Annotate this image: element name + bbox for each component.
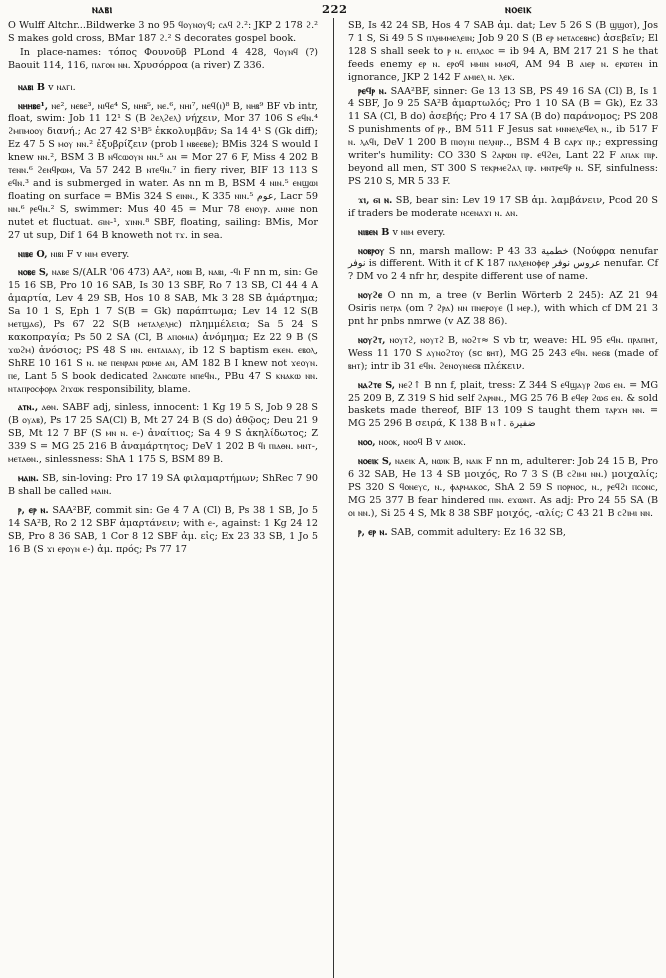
entry-text: SAA²BF, commit sin: Ge 4 7 A (Cl) B, Ps 38 1 SB, Jo 5 14 SA²B, Ro 2 12 SBF ἁμαρτάνειν; with ⲉ-, against: 1 Kg 24 12 SB, Pro 8 36 SAB, 1 Cor 8 12 SBF ἁμ. εἰς; Ex 23 33 SB, 1 Jo 5 16 B (S ϫⲓ ⲉⲣⲟⲩⲛ ⲉ-) ἁμ. πρός; Ps 77 17 xyxy=(8,504,318,555)
running-head-left: ⲛⲁⲃⲓ xyxy=(92,2,113,16)
entry-headword: ⲁⲧⲛ., xyxy=(18,402,39,414)
entry-text: SB, sin-loving: Pro 17 19 SA φιλαμαρτήμων; ShRec 7 90 B shall be called ⲙⲁⲓⲛ. xyxy=(8,473,318,497)
entry-headword: ⲛⲓⲃⲉⲛ B xyxy=(358,226,390,238)
entry-headword: ⲛⲁϩⲧⲉ S, xyxy=(358,379,396,391)
column-divider xyxy=(333,18,334,978)
dictionary-entry xyxy=(348,335,658,374)
running-head-right: ⲛⲟⲉⲓⲕ xyxy=(505,2,533,16)
dictionary-paragraph: SB, Is 42 24 SB, Hos 4 7 SAB ἁμ. dat; Lev 5 26 S (B ϣϣⲟⲧ), Jos 7 1 S, Si 49 5 S ⲡⲗⲏⲙⲙⲉⲗⲉⲓⲛ; Job 9 20 S (B ⲉⲣ ⲙⲉⲧⲁⲥⲉⲃⲏⲥ) ἀσεβεῖν; El 128 S shall seek to ⲣ ⲛ. ⲉⲡⲗⲁⲟⲥ = ib 94 A, BM 217 21 S he that feeds enemy ⲉⲣ ⲛ. ⲉⲣⲟϥ ⲙⲙⲓⲛ ⲙⲙⲟϥ, AM 94 B ⲁⲓⲉⲣ ⲛ. ⲉⲣⲱⲧⲉⲛ in ignorance, JKP 2 142 F ⲁⲙⲓⲉⲗ ⲛ. ⲗⲉⲕ. xyxy=(348,20,658,83)
entry-headword: ⲛⲟⲃⲉ S, xyxy=(18,267,49,279)
entry-text: SAB, commit adultery: Ez 16 32 SB, xyxy=(390,526,566,538)
entry-headword: ⲛⲁⲃⲓ B xyxy=(18,81,46,93)
left-column xyxy=(8,20,318,562)
entry-text: ⲛⲉ², ⲛⲉⲃⲉ³, ⲛⲓϥⲉ⁴ S, ⲛⲏⲃ⁵, ⲛⲉ.⁶, ⲛⲏⲓ⁷, ⲛⲉϥ(ⲓ)⁸ B, ⲛⲏⲃ⁹ BF vb intr, float, swim: Job 11 12¹ S (B ϩⲉⲗϩⲉⲗ) νήχειν, Mor 37 106 S ⲉϥⲛ.⁴ ϩⲙⲡⲙⲟⲟⲩ διανή.; Ac 27 42 S¹B⁵ ἐκκολυμβᾶν; Sa 14 4¹ S (Gk diff); Ez 47 5 S ⲙⲟⲩ ⲛⲛ.² ἐξυβρίζειν (prob l ⲛⲃⲉⲉⲃⲉ); BMis 324 S would I knew ⲛⲛ.², BSM 3 B ⲛϥⲥⲱⲟⲩⲛ ⲛⲛ.⁵ ⲁⲛ = Mor 27 6 F, Miss 4 202 B ⲧⲉⲛⲛ.⁶ ϩⲉⲛϥⲣⲱⲙ, Va 57 242 B ⲛⲧⲉϥⲛ.⁷ in fiery river, BIF 13 113 S ⲉϥⲛ.³ and is submerged in water. As nn m B, BSM 4 ⲛⲓⲛ.⁵ ⲉⲛϣⲱⲓ floating on surface = BMis 324 S ⲉⲓⲛⲛ., K 335 ⲛⲓⲛ.⁵ ﻋﻮﻡ, Lacr 59 ⲛⲛ.⁶ ⲣⲉϥⲛ.² S, swimmer: Mus 40 45 = Mur 78 ⲉⲛⲟⲩⲣ. ⲁⲛⲛⲉ non nutet et fluctuat. ϭⲓⲛ-¹, ϫⲓⲛⲛ.⁸ SBF, floating, sailing: BMis, Mor 27 ut sup, Dif 1 64 B knoweth not ⲧϫ. in sea. xyxy=(8,100,318,241)
dictionary-entry xyxy=(348,527,658,540)
entry-text: SB, bear sin: Lev 19 17 SB ἁμ. λαμβάνειν, Pcod 20 S if traders be moderate ⲛⲥⲉⲛⲁϫⲓ ⲛ. ⲁⲛ. xyxy=(348,194,658,219)
entry-text: SAA²BF, sinner: Ge 13 13 SB, PS 49 16 SA (Cl) B, Is 1 4 SBF, Jo 9 25 SA²B ἁμαρτωλός; Pro 1 10 SA (B = Gk), Ez 33 11 SA (Cl, B do) ἀσεβής; Pro 4 17 SA (B do) παράνομος; PS 208 S punishments of ⲣⲣ., BM 511 F Jesus sat ⲙⲛⲛⲉⲗⲉϥⲉⲗ ⲛ., ib 517 F ⲛ. ⲗⲁϥⲓ, DeV 1 200 B ⲡⲓⲟⲩⲛⲓ ⲡⲉⲗⲛⲓⲣ.., BSM 4 B ⲥⲁⲣϫ ⲡⲣ.; expressing writer's humility: CO 330 S ϩⲁⲣⲱⲛ ⲡⲣ. ⲉϥϩⲉⲓ, Lant 22 F ⲁⲡⲁⲕ ⲡⲓⲣ. beyond all men, ST 300 S ⲧⲉⲕⲣⲙⲉϩⲁⲗ ⲡⲣ. ⲙⲛⲧⲣⲉϥⲣ ⲛ. SF, sinfulness: PS 210 S, MR 5 33 F. xyxy=(348,85,658,187)
dictionary-entry xyxy=(348,195,658,221)
entry-text: O nn m, a tree (v Berlin Wörterb 2 245): AZ 21 94 Osiris ⲡⲉⲧⲣⲁ (om ? ϩⲣⲁ) ⲛⲛ ⲡⲛⲉⲣⲟⲩⲉ (l ⲙⲉⲣ.), with which cf DM 21 3 pnt hr pnbs nmrwe (v AZ 38 86). xyxy=(348,290,658,328)
dictionary-entry xyxy=(8,249,318,262)
entry-headword: ⲙⲁⲓⲛ. xyxy=(18,473,39,484)
entry-text: ⲛⲉϩ↑ B nn f, plait, tress: Z 344 S ⲉϥϣⲁⲩⲣ ϩⲱϭ ⲉⲛ. = MG 25 209 B, Z 319 S hid self ϩⲁⲣⲛⲛ., MG 25 76 B ⲉϥⲉⲣ ϩⲱϭ ⲉⲛ. & sold baskets made thereof, BIF 13 109 S taught them ⲧⲁⲣϫⲏ ⲛⲛ. = MG 25 296 B σειρά, K 138 B ⲛ↑. ﺿﻔﻴﺮﺓ xyxy=(348,379,658,430)
dictionary-entry xyxy=(8,101,318,243)
entry-headword: ⲛⲟⲟ, xyxy=(358,437,376,449)
entry-text: ⲛⲁⲉⲓⲕ A, ⲛⲱⲓⲕ B, ⲛⲁⲓⲕ F nn m, adulterer: Job 24 15 B, Pro 6 32 SAB, He 13 4 SB μοιχός, Ro 7 3 S (B ⲥϩⲓⲙⲓ ⲛⲛ.) μοιχαλίς; PS 320 S ϥⲟⲛⲉⲩⲥ, ⲛ., ⲫⲁⲣⲙⲁⲕⲟⲥ, ShA 2 59 S ⲡⲟⲣⲛⲟⲥ, ⲛ., ⲣⲉϥϩⲓ ⲡⲥⲟⲛⲥ, MG 25 377 B fear hindered ⲡⲓⲛ. ⲉϫⲱⲛⲧ. As adj: Pro 24 55 SA (B ⲟⲓ ⲛⲛ.), Si 25 4 S, Mk 8 38 SBF μοιχός, -αλίς; C 43 21 B ⲥϩⲓⲙⲓ ⲛⲛ. xyxy=(348,456,659,519)
entry-text: ⲛⲁⲃⲉ S/(ALR '06 473) AA², ⲛⲟⲃⲓ B, ⲛⲁⲃⲓ, -ϥⲓ F nn m, sin: Ge 15 16 SB, Pro 10 16 SAB, Is 30 13 SBF, Ro 7 13 SB, Cl 44 4 A ἁμαρτία, Lev 4 29 SB, Hos 10 8 SAB, Mk 3 28 SB ἁμάρτημα; Sa 10 1 S, Eph 1 7 S(B = Gk) παράπτωμα; Lev 14 12 S(B ⲙⲉⲧϣⲁϭ), Ps 67 22 S(B ⲙⲉⲧⲁⲗⲉⲗⲏⲥ) πλημμέλεια; Sa 5 24 S κακοπραγία; Ps 50 2 SA (Cl, B ⲁⲡⲟⲙⲓⲁ) ἀνόμημα; Ez 22 9 B (S ϫⲱϩⲙ) ἀνόσιος; PS 48 S ⲛⲛ. ⲉⲛⲧⲁⲓⲁⲁⲩ, ib 12 S baptism ⲉⲕⲉⲛ. ⲉⲃⲟⲗ, ShRE 10 161 S ⲛ. ⲛⲉ ⲡⲉⲛⲣⲁⲛ ⲣⲱⲙⲉ ⲁⲛ, AM 182 B I knew not ϫⲉⲟⲩⲛ. ⲡⲉ, Lant 5 S book dedicated ϩⲁⲛⲥⲱⲧⲉ ⲛⲡⲉϥⲛ., PBu 47 S ⲕⲛⲁⲕⲱ ⲛⲛ. ⲛⲧⲁⲡⲣⲟⲥⲫⲟⲣⲁ ϩⲓϫⲱⲕ responsibility, blame. xyxy=(8,267,318,395)
dictionary-entry xyxy=(8,82,318,95)
running-head xyxy=(0,0,666,18)
right-column xyxy=(348,20,658,546)
entry-headword: ⲛⲟⲩϩⲉ xyxy=(358,290,383,302)
dictionary-paragraph: O Wulff Altchr...Bildwerke 3 no 95 ϥⲟⲩⲛⲟⲩϥ; ⲥⲁϥ ϩ.²: JKP 2 178 ϩ.² S makes gold cross, BMar 187 ϩ.² S decorates gospel book. xyxy=(8,20,318,44)
entry-headword: ⲣⲉϥⲣ ⲛ. xyxy=(358,85,388,97)
dictionary-entry xyxy=(348,290,658,329)
entry-headword: ⲛⲓⲃⲉ O, xyxy=(18,248,48,260)
entry-text: S nn, marsh mallow: P 43 33 ﺧﻄﻤﻴﺔ (Νούφρα nenufar ﻧﻮﻓﺮ is different. With it cf K 187 ⲡⲁⲗⲉⲛⲟⲫⲉⲣ ﻋﺮﻭﺱ ﻧﻮﻓﺮ nenufar. Cf ? DM vo 2 4 nfr hr, despite different use of name. xyxy=(348,245,658,283)
entry-headword: ⲛⲟⲩϩⲧ, xyxy=(358,334,386,346)
entry-text: ⲛⲟⲟⲕ, ⲛⲟⲟϥ B v ⲁⲛⲟⲕ. xyxy=(378,437,466,449)
dictionary-entry xyxy=(348,437,658,450)
entry-text: v ⲛⲁⲅⲓ. xyxy=(48,81,76,93)
dictionary-entry xyxy=(8,473,318,499)
entry-headword: ⲛⲏⲏⲃⲉ¹, xyxy=(18,100,49,112)
entry-headword: ⲛⲟⲉⲓⲕ S, xyxy=(358,456,392,468)
dictionary-entry xyxy=(348,227,658,240)
entry-text: ⲁⲑⲛ. SABF adj, sinless, innocent: 1 Kg 19 5 S, Job 9 28 S (B ⲟⲩⲁⲃ), Ps 17 25 SA(Cl) B, Mt 27 24 B (S do) ἀθῷος; Deu 21 9 SB, Mt 12 7 BF (S ⲙⲛ ⲛ. ⲉ-) ἀναίτιος; Sa 4 9 S ἀκηλίδωτος; Z 339 S = MG 25 216 B ἀναμάρτητος; DeV 1 202 B ϥⲓ ⲡⲓⲁⲑⲛ. ⲙⲛⲧ-, ⲙⲉⲧⲁⲑⲛ., sinlessness: ShA 1 175 S, BSM 89 B. xyxy=(8,402,318,466)
dictionary-entry xyxy=(348,380,658,432)
page-number: 222 xyxy=(322,2,348,16)
dictionary-entry xyxy=(348,456,658,521)
dictionary-entry xyxy=(8,402,318,467)
section-spacer xyxy=(8,74,318,82)
dictionary-entry xyxy=(348,246,658,285)
entry-headword: ⲛⲟⲃⲣⲟⲩ xyxy=(358,245,385,257)
dictionary-paragraph: In place-names: τόπος Φουνοῦβ PLond 4 428, ϥⲟⲩⲛϥ (?) Baouit 114, 116, ⲡⲁⲅⲟⲛ ⲛⲛ. Χρυσόρροα (a river) Z 336. xyxy=(8,46,318,71)
entry-text: ⲛⲟⲩⲧϩ, ⲛⲟⲩⲧϩ B, ⲛⲟϩⲧ≈ S vb tr, weave: HL 95 ⲉϥⲛ. ⲡⲣⲁⲡⲏⲧ, Wess 11 170 S ⲁⲩⲛⲟϩⲧⲟⲩ (sc ⲃⲏⲧ), MG 25 243 ⲉϥⲛ. ⲛⲉϭⲃ (made of ⲃⲏⲧ); intr ib 31 ⲉϥⲛ. ϩⲉⲛⲟⲩⲛⲉϭⲃ πλέκειν. xyxy=(348,334,658,372)
entry-text: ⲛⲓⲃⲓ F v ⲛⲓⲙ every. xyxy=(50,248,130,260)
dictionary-entry xyxy=(348,86,658,189)
entry-text: v ⲛⲓⲙ every. xyxy=(392,226,446,238)
dictionary-entry xyxy=(8,267,318,396)
entry-headword: ϫⲓ, ϭⲓ ⲛ. xyxy=(358,194,393,206)
entry-headword: ⲣ, ⲉⲣ ⲛ. xyxy=(18,504,49,516)
dictionary-entry xyxy=(8,505,318,557)
entry-headword: ⲣ, ⲉⲣ ⲛ. xyxy=(358,526,388,538)
